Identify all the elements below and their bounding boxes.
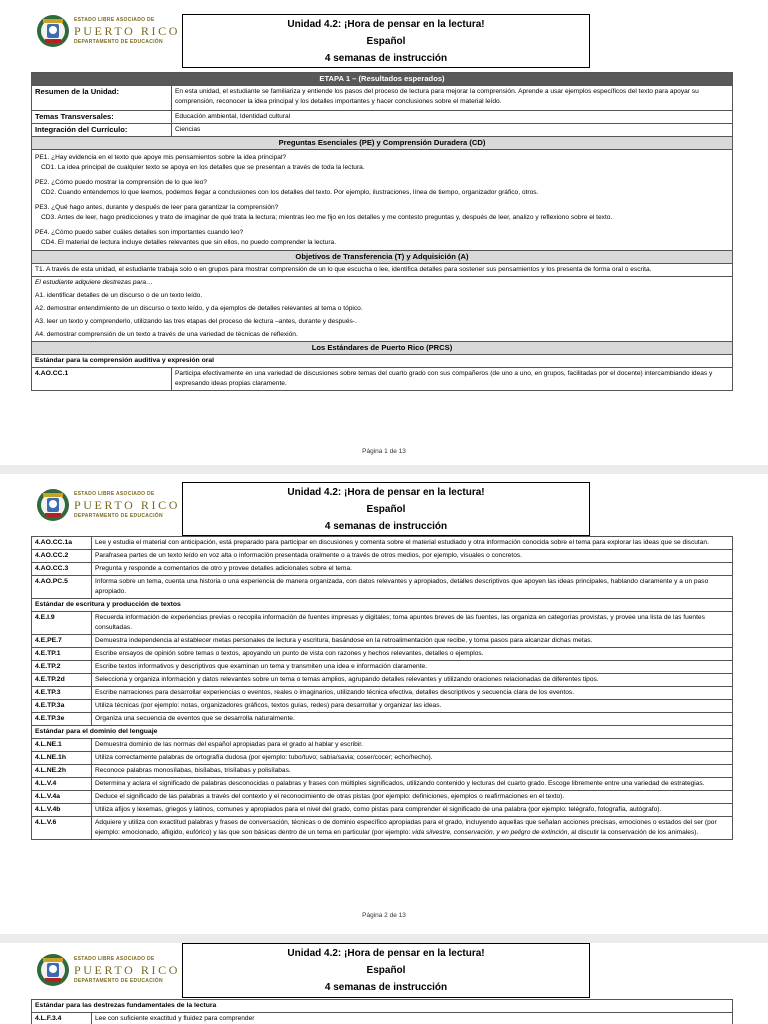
acquisition-intro: El estudiante adquiere destrezas para… (35, 279, 153, 286)
table-row (32, 804, 733, 817)
unit-duration: 4 semanas de instrucción (324, 53, 448, 64)
seal-icon (36, 953, 70, 987)
standard-code: 4.L.F.3.4 (32, 1013, 92, 1024)
page-header (0, 943, 768, 999)
unit-duration: 4 semanas de instrucción (324, 521, 448, 532)
unit-title: Unidad 4.2: ¡Hora de pensar en la lectura! (287, 19, 485, 30)
transfer-objective: T1. A través de esta unidad, el estudiante trabaja solo o en grupos para mostrar comprensión de un lo que escucha o lee, identifica detalles para sostener sus pensamientos y los presenta de forma oral o escrita. (32, 264, 733, 277)
page-header (0, 0, 768, 64)
standard-code: 4.E.TP.2d (32, 674, 92, 687)
cd-understanding: CD2. Cuando entendemos lo que leemos, podemos llegar a conclusiones con los detalles del texto. Por ejemplo, ilustraciones, línea de tiempo, organizador gráfico, otros. (41, 189, 539, 196)
seal-icon (36, 488, 70, 522)
standard-text: Recuerda información de experiencias previas o recopila información de fuentes impresas y digitales; toma apuntes breves de las fuentes, las organiza en categorías provistas, y provee una lista de las fuentes consultadas. (92, 612, 733, 635)
temas-label: Temas Transversales: (32, 111, 172, 124)
standards-rows-c (32, 739, 733, 840)
unit-subject: Español (366, 965, 406, 976)
standard-text: Escribe textos informativos y descriptivos que examinan un tema y transmiten una idea e información claramente. (92, 661, 733, 674)
standard-text: Lee y estudia el material con anticipación, está preparado para participar en discusiones y comenta sobre el material estudiado y otra información conocida sobre el tema para explorar las ideas que se discutan. (92, 537, 733, 550)
table-row (32, 739, 733, 752)
standard-text-part: Adquiere y utiliza con exactitud palabras y frases de conversación, técnicas o de dominio específico apropiadas para el grado, incluyendo aquellas que señalan acciones precisas, emociones o estados del ser (por ejemplo: emocionado, afligido, eufórico) y las que son básicas dentro de un tema en particular (por ejemplo: (95, 819, 717, 836)
page-footer: Página 2 de 13 (362, 912, 406, 919)
standard-text: Pregunta y responde a comentarios de otro y provee detalles adicionales sobre el tema. (92, 563, 733, 576)
standard-text: Escribe ensayos de opinión sobre temas o textos, apoyando un punto de vista con razones y hechos relevantes, detalles o ejemplos. (92, 648, 733, 661)
table-row (32, 700, 733, 713)
integracion-label: Integración del Currículo: (32, 124, 172, 137)
table-row (32, 550, 733, 563)
pe-item (35, 153, 729, 173)
standard-code: 4.L.V.4a (32, 791, 92, 804)
acquisition-item: A2. demostrar entendimiento de un discurso o texto leído, y da ejemplos de detalles relevantes al tema o tópico. (35, 305, 363, 312)
standard-text: Parafrasea partes de un texto leído en voz alta o información presentada oralmente o a través de otros medios, por ejemplo, visuales o concretos. (92, 550, 733, 563)
document-page-2 (0, 474, 768, 934)
standard-code: 4.L.V.6 (32, 817, 92, 840)
pe-question: PE3. ¿Qué hago antes, durante y después de leer para garantizar la comprensión? (35, 204, 279, 211)
integracion-text: Ciencias (172, 124, 733, 137)
table-row (32, 674, 733, 687)
objectives-header: Objetivos de Transferencia (T) y Adquisición (A) (32, 251, 733, 264)
standard-section-title: Estándar para la comprensión auditiva y expresión oral (32, 355, 733, 368)
cd-understanding: CD1. La idea principal de cualquier texto se apoya en los detalles que se presentan a través de toda la lectura. (41, 164, 365, 171)
standard-text: Informa sobre un tema, cuenta una historia o una experiencia de manera organizada, con datos relevantes y apropiados, detalles descriptivos que apoyen las ideas principales, hablando claramente y a un paso apropiado. (92, 576, 733, 599)
standard-code: 4.E.TP.3a (32, 700, 92, 713)
unit-title-box (182, 943, 590, 998)
standard-code: 4.L.NE.2h (32, 765, 92, 778)
standard-code: 4.AO.CC.1 (32, 368, 172, 391)
acquisition-item: A4. demostrar comprensión de un texto a través de una variedad de técnicas de reflexión. (35, 331, 298, 338)
standard-code: 4.AO.CC.1a (32, 537, 92, 550)
summary-label: Resumen de la Unidad: (32, 86, 172, 111)
standard-text: Utiliza afijos y lexemas, griegos y latinos, comunes y apropiados para el nivel del grado, como pistas para comprender el significado de una palabra (por ejemplo: telégrafo, fotografía, autógrafo). (92, 804, 733, 817)
standard-code: 4.E.TP.3e (32, 713, 92, 726)
standard-text-part: , al discutir la conservación de los animales). (567, 829, 699, 836)
unit-duration: 4 semanas de instrucción (324, 982, 448, 993)
table-row (32, 687, 733, 700)
standards-rows-b (32, 612, 733, 726)
table-row (32, 635, 733, 648)
page-footer: Página 1 de 13 (362, 448, 406, 455)
standard-text: Utiliza técnicas (por ejemplo: notas, organizadores gráficos, textos guías, redes) para desarrollar y organizar las ideas. (92, 700, 733, 713)
table-row (32, 576, 733, 599)
table-row (32, 791, 733, 804)
table-row (32, 537, 733, 550)
summary-text: En esta unidad, el estudiante se familiariza y entiende los pasos del proceso de lectura para mejorar la comprensión. Aprende a usar ejemplos específicos del texto para apoyar su comprensión, reconocer la idea principal y los detalles importantes y hacer conclusiones sobre el material leído. (172, 86, 733, 111)
standard-code: 4.L.NE.1h (32, 752, 92, 765)
pe-cd-header: Preguntas Esenciales (PE) y Comprensión Duradera (CD) (32, 137, 733, 150)
table-row (32, 752, 733, 765)
unit-title: Unidad 4.2: ¡Hora de pensar en la lectura! (287, 948, 485, 959)
document-page-3 (0, 943, 768, 1024)
table-row (32, 1013, 733, 1024)
table-row (32, 765, 733, 778)
logo-line-1: ESTADO LIBRE ASOCIADO DE (74, 491, 155, 497)
logo-line-1: ESTADO LIBRE ASOCIADO DE (74, 956, 155, 962)
standard-code: 4.AO.PC.5 (32, 576, 92, 599)
seal-icon (36, 14, 70, 48)
temas-text: Educación ambiental, Identidad cultural (172, 111, 733, 124)
table-row (32, 368, 733, 391)
standard-text: Participa efectivamente en una variedad de discusiones sobre temas del cuarto grado con sus compañeros (de uno a uno, en grupos, facilitadas por el docente) intercambiando ideas y expresando ideas propias claramente. (172, 368, 733, 391)
pe-item (35, 228, 729, 248)
department-logo (36, 953, 186, 987)
document-page-1 (0, 0, 768, 465)
standard-code: 4.E.TP.3 (32, 687, 92, 700)
logo-line-1: ESTADO LIBRE ASOCIADO DE (74, 17, 155, 23)
unit-plan-table-page-1 (31, 72, 733, 391)
department-logo (36, 488, 186, 522)
cd-understanding: CD4. El material de lectura incluye detalles relevantes que sin ellos, no puedo comprender la lectura. (41, 239, 337, 246)
pe-question: PE1. ¿Hay evidencia en el texto que apoye mis pensamientos sobre la idea principal? (35, 154, 287, 161)
logo-line-2: PUERTO RICO (74, 24, 181, 38)
pe-item (35, 178, 729, 198)
standard-section-title: Estándar de escritura y producción de textos (32, 599, 733, 612)
standard-text (92, 817, 733, 840)
standard-code: 4.E.TP.1 (32, 648, 92, 661)
standard-section-title: Estándar para el dominio del lenguaje (32, 726, 733, 739)
unit-plan-table-page-2 (31, 536, 733, 840)
standard-code: 4.E.PE.7 (32, 635, 92, 648)
standard-code: 4.E.TP.2 (32, 661, 92, 674)
standard-text: Determina y aclara el significado de palabras desconocidas o palabras y frases con múltiples significados, utilizando contenido y lecturas del cuarto grado. Escoge libremente entre una variedad de estrategias. (92, 778, 733, 791)
table-row (32, 648, 733, 661)
standard-text: Organiza una secuencia de eventos que se desarrolla naturalmente. (92, 713, 733, 726)
logo-line-3: DEPARTAMENTO DE EDUCACIÓN (74, 39, 163, 45)
standard-code: 4.E.I.9 (32, 612, 92, 635)
standard-code: 4.L.V.4b (32, 804, 92, 817)
standard-code: 4.L.NE.1 (32, 739, 92, 752)
unit-subject: Español (366, 36, 406, 47)
unit-plan-table-page-3 (31, 999, 733, 1024)
logo-line-3: DEPARTAMENTO DE EDUCACIÓN (74, 978, 163, 984)
pe-cd-block (32, 150, 733, 251)
standard-section-title: Estándar para las destrezas fundamentales de la lectura (32, 1000, 733, 1013)
logo-line-2: PUERTO RICO (74, 963, 181, 977)
pe-question: PE4. ¿Cómo puedo saber cuáles detalles son importantes cuando leo? (35, 229, 244, 236)
standard-code: 4.L.V.4 (32, 778, 92, 791)
standard-text-italic: vida silvestre, conservación, y en peligro de extinción (412, 829, 568, 836)
pe-question: PE2. ¿Cómo puedo mostrar la comprensión de lo que leo? (35, 179, 207, 186)
table-row (32, 817, 733, 840)
acquisition-item: A3. leer un texto y comprenderlo, utilizando las tres etapas del proceso de lectura –antes, durante y después-. (35, 318, 357, 325)
standard-code: 4.AO.CC.2 (32, 550, 92, 563)
table-row (32, 661, 733, 674)
standard-text: Selecciona y organiza información y datos relevantes sobre un tema o temas amplios, agrupando detalles relevantes y utilizando oraciones relacionadas de diferentes tipos. (92, 674, 733, 687)
table-row (32, 563, 733, 576)
logo-line-3: DEPARTAMENTO DE EDUCACIÓN (74, 513, 163, 519)
standard-text: Reconoce palabras monosílabas, bisílabas, trisílabas y polisílabas. (92, 765, 733, 778)
standard-text: Escribe narraciones para desarrollar experiencias o eventos, reales o imaginarios, utilizando técnica efectiva, detalles descriptivos y secuencia clara de los eventos. (92, 687, 733, 700)
department-logo (36, 14, 186, 48)
standard-text: Demuestra dominio de las normas del español apropiadas para el grado al hablar y escribir. (92, 739, 733, 752)
standard-text: Utiliza correctamente palabras de ortografía dudosa (por ejemplo: tubo/tuvo; sabía/savia; coser/cocer; echo/hecho). (92, 752, 733, 765)
standard-code: 4.AO.CC.3 (32, 563, 92, 576)
etapa-header: ETAPA 1 – (Resultados esperados) (32, 73, 733, 86)
acquisition-block (32, 277, 733, 342)
page-header (0, 474, 768, 530)
standard-text: Deduce el significado de las palabras a través del contexto y el reconocimiento de otras pistas (por ejemplo: definiciones, ejemplos o reafirmaciones en el texto). (92, 791, 733, 804)
unit-title: Unidad 4.2: ¡Hora de pensar en la lectura! (287, 487, 485, 498)
logo-line-2: PUERTO RICO (74, 498, 181, 512)
pe-item (35, 203, 729, 223)
unit-title-box (182, 14, 590, 68)
table-row (32, 713, 733, 726)
unit-subject: Español (366, 504, 406, 515)
standard-text: Lee con suficiente exactitud y fluidez para comprender (92, 1013, 733, 1024)
standards-rows-a (32, 537, 733, 599)
standards-header: Los Estándares de Puerto Rico (PRCS) (32, 342, 733, 355)
unit-title-box (182, 482, 590, 536)
cd-understanding: CD3. Antes de leer, hago predicciones y trato de imaginar de qué trata la lectura; mientras leo me fijo en los detalles y me contesto preguntas y, después de leer, analizo y reflexiono sobre el texto. (41, 214, 613, 221)
acquisition-item: A1. identificar detalles de un discurso o de un texto leído. (35, 292, 203, 299)
table-row (32, 778, 733, 791)
standard-text: Demuestra independencia al establecer metas personales de lectura y escritura, basándose en la retroalimentación que recibe, y toma pasos para alcanzar dichas metas. (92, 635, 733, 648)
table-row (32, 612, 733, 635)
